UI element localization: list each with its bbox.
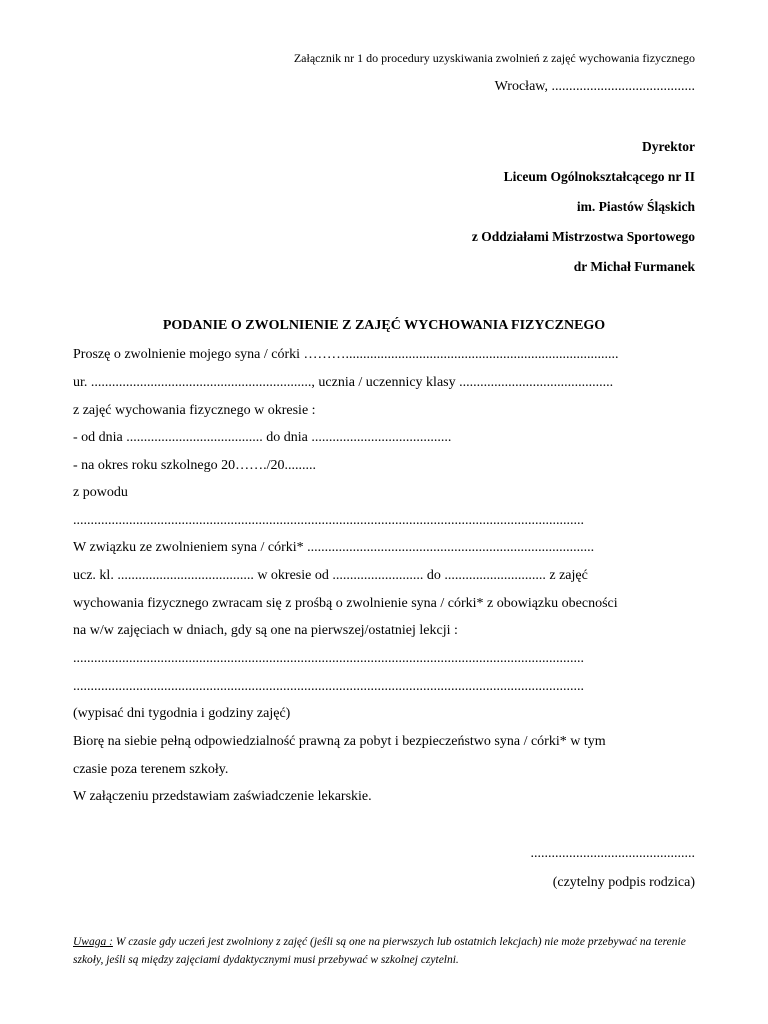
signature-label: (czytelny podpis rodzica): [552, 875, 695, 890]
body-line: ur. ..............................................................., ucznia / uczennicy klasy ............................................: [73, 375, 614, 390]
body-line: - na okres roku szkolnego 20……./20.........: [73, 458, 317, 473]
note-text: W czasie gdy uczeń jest zwolniony z zajęć (jeśli są one na pierwszych lub ostatnich lekcjach) nie może przebywać na terenie szkoły, jeśli są między zajęciami dydaktycznymi musi przebywać w szkolnej czytelni.: [73, 936, 686, 966]
city-date-line: Wrocław, .........................................: [494, 79, 695, 94]
body-line: ..................................................................................................................................................: [73, 679, 584, 694]
addressee-line-5: dr Michał Furmanek: [573, 259, 695, 274]
annex-note: Załącznik nr 1 do procedury uzyskiwania zwolnień z zajęć wychowania fizycznego: [293, 51, 695, 65]
body-line: W związku ze zwolnieniem syna / córki* ..................................................................................: [73, 540, 595, 555]
body-line: - od dnia ....................................... do dnia ........................................: [73, 430, 452, 445]
body-line: na w/w zajęciach w dniach, gdy są one na pierwszej/ostatniej lekcji :: [73, 623, 458, 638]
body-line: W załączeniu przedstawiam zaświadczenie lekarskie.: [73, 789, 372, 804]
note-paragraph: [73, 933, 713, 969]
body-line: (wypisać dni tygodnia i godziny zajęć): [73, 706, 291, 721]
addressee-line-3: im. Piastów Śląskich: [576, 199, 695, 214]
body-line: ..................................................................................................................................................: [73, 513, 584, 528]
body-line: wychowania fizycznego zwracam się z prośbą o zwolnienie syna / córki* z obowiązku obecności: [73, 596, 618, 611]
body-line: Proszę o zwolnienie mojego syna / córki ………..............................................................................: [73, 347, 619, 362]
addressee-line-1: Dyrektor: [642, 139, 695, 154]
body-line: Biorę na siebie pełną odpowiedzialność prawną za pobyt i bezpieczeństwo syna / córki* w tym: [73, 734, 606, 749]
signature-line: ...............................................: [530, 846, 695, 861]
body-line: ..................................................................................................................................................: [73, 651, 584, 666]
body-line: ucz. kl. ....................................... w okresie od .......................... do ............................. z zajęć: [73, 568, 588, 583]
body-line: z powodu: [73, 485, 128, 500]
body-line: z zajęć wychowania fizycznego w okresie :: [73, 403, 316, 418]
document-title: PODANIE O ZWOLNIENIE Z ZAJĘĆ WYCHOWANIA FIZYCZNEGO: [162, 318, 606, 333]
note-label: Uwaga :: [73, 936, 113, 948]
addressee-line-2: Liceum Ogólnokształcącego nr II: [503, 169, 695, 184]
body-line: czasie poza terenem szkoły.: [73, 762, 229, 777]
addressee-line-4: z Oddziałami Mistrzostwa Sportowego: [471, 229, 695, 244]
